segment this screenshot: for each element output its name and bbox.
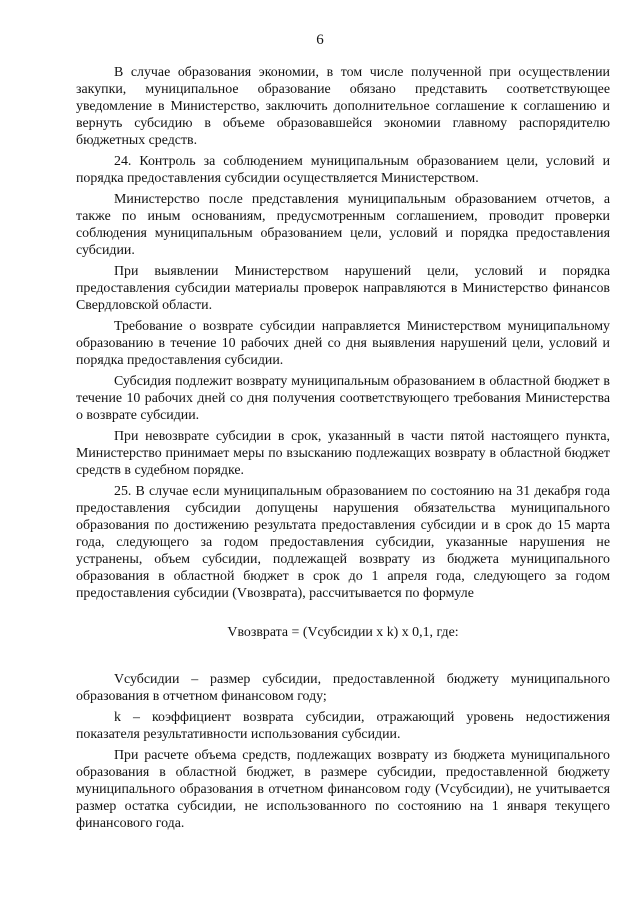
paragraph-non-return: При невозврате субсидии в срок, указанный в части пятой настоящего пункта, Министерство принимает меры по взысканию подлежащих возврату в областной бюджет средств в судебном порядке. <box>76 429 610 478</box>
paragraph-item-24: 24. Контроль за соблюдением муниципальным образованием цели, условий и порядка предоставления субсидии осуществляется Министерством. <box>76 154 610 186</box>
paragraph-return-deadline: Субсидия подлежит возврату муниципальным образованием в областной бюджет в течение 10 рабочих дней со дня получения соответствующего требования Министерства о возврате субсидии. <box>76 374 610 423</box>
paragraph-inspections: Министерство после представления муниципальным образованием отчетов, а также по иным основаниям, предусмотренным соглашением, проводит проверки соблюдения муниципальным образованием цели, условий и порядка предоставления субсидии. <box>76 192 610 258</box>
definition-k: k – коэффициент возврата субсидии, отражающий уровень недостижения показателя результативности использования субсидии. <box>76 710 610 742</box>
paragraph-savings: В случае образования экономии, в том числе полученной при осуществлении закупки, муниципальное образование обязано представить соответствующее уведомление в Министерство, заключить дополнительное соглашение к соглашению и вернуть субсидию в объеме образовавшейся экономии главному распорядителю бюджетных средств. <box>76 65 610 148</box>
definition-v-subsidy: Vсубсидии – размер субсидии, предоставленной бюджету муниципального образования в отчетном финансовом году; <box>76 672 610 704</box>
document-body <box>76 64 610 836</box>
page-number: 6 <box>316 32 324 48</box>
paragraph-return-request: Требование о возврате субсидии направляется Министерством муниципальному образованию в течение 10 рабочих дней со дня выявления нарушений цели, условий и порядка предоставления субсидии. <box>76 319 610 368</box>
paragraph-violations: При выявлении Министерством нарушений цели, условий и порядка предоставления субсидии материалы проверок направляются в Министерство финансов Свердловской области. <box>76 264 610 313</box>
formula: Vвозврата = (Vсубсидии х k) х 0,1, где: <box>227 625 459 640</box>
paragraph-item-25: 25. В случае если муниципальным образованием по состоянию на 31 декабря года предоставления субсидии допущены нарушения обязательства муниципального образования по достижению результата предоставления субсидии и в срок до 15 марта года, следующего за годом предоставления субсидии, указанные нарушения не устранены, объем субсидии, подлежащей возврату из бюджета муниципального образования в областной бюджет в срок до 1 апреля года, следующего за годом предоставления субсидии (Vвозврата), рассчитывается по формуле <box>76 484 610 601</box>
paragraph-calculation-note: При расчете объема средств, подлежащих возврату из бюджета муниципального образования в областной бюджет, в размере субсидии, предоставленной бюджету муниципального образования в отчетном финансовом году (Vсубсидии), не учитывается размер остатка субсидии, не использованного по состоянию на 1 января текущего финансового года. <box>76 748 610 831</box>
